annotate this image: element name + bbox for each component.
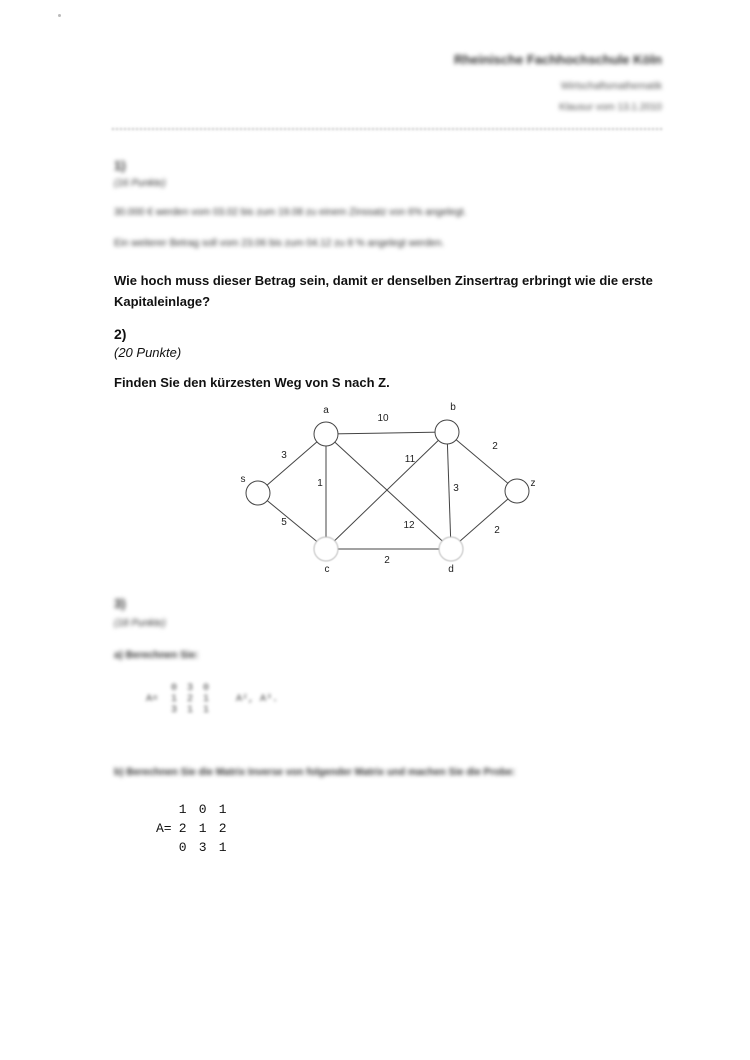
node-label-d: d	[448, 564, 454, 575]
edge-d-z	[451, 491, 517, 549]
task3-part-a: a) Berechnen Sie:	[114, 650, 199, 661]
task1-question: Wie hoch muss dieser Betrag sein, damit er denselben Zinsertrag erbringt wie die erste Kapitaleinlage?	[114, 273, 653, 309]
subject-name: Wirtschaftsmathematik	[560, 81, 662, 92]
matrix-b	[178, 800, 228, 857]
matrix-b-cell: 2	[218, 821, 227, 836]
edge-s-c	[258, 493, 326, 549]
edge-weight-b-d: 3	[453, 483, 459, 494]
edge-weight-c-d: 2	[384, 555, 390, 566]
matrix-b-row	[178, 838, 228, 857]
node-d	[439, 537, 463, 561]
task1-line2: Ein weiterer Betrag soll vom 23.06 bis zum 04.12 zu 8 % angelegt werden.	[114, 238, 445, 249]
edge-a-b	[326, 432, 447, 434]
edge-s-a	[258, 434, 326, 493]
exam-date: Klausur vom 13.1.2010	[559, 102, 662, 113]
edge-weight-b-z: 2	[492, 441, 498, 452]
task3-part-b: b) Berechnen Sie die Matrix Inverse von folgender Matrix und machen Sie die Probe:	[114, 767, 516, 778]
matrix-a-cell: 0	[171, 683, 178, 694]
task3-points: (18 Punkte)	[114, 618, 166, 629]
task2-question: Finden Sie den kürzesten Weg von S nach Z.	[114, 375, 390, 390]
node-label-z: z	[530, 478, 536, 489]
matrix-a-row	[170, 705, 210, 716]
node-label-c: c	[324, 564, 330, 575]
node-c	[314, 537, 338, 561]
matrix-a-cell: 3	[187, 683, 194, 694]
matrix-a-row	[170, 683, 210, 694]
node-label-b: b	[450, 402, 456, 413]
matrix-a-cell: 2	[187, 694, 194, 705]
node-label-a: a	[323, 405, 329, 416]
matrix-a-cell: 1	[203, 694, 210, 705]
edge-weight-a-b: 10	[377, 413, 389, 424]
task1-number: 1)	[114, 158, 126, 173]
edge-b-d	[447, 432, 451, 549]
node-s	[246, 481, 270, 505]
matrix-a-cell: 3	[171, 705, 178, 716]
task1-points: (16 Punkte)	[114, 178, 166, 189]
node-a	[314, 422, 338, 446]
matrix-a-cell: 1	[203, 705, 210, 716]
edge-weight-d-z: 2	[494, 525, 500, 536]
institution-name: Rheinische Fachhochschule Köln	[453, 52, 662, 67]
matrix-b-row	[178, 800, 228, 819]
matrix-b-label: A=	[156, 821, 172, 836]
task1-line1: 30.000 € werden vom 03.02 bis zum 19.08 zu einem Zinssatz von 6% angelegt.	[114, 207, 467, 218]
matrix-b-cell: 1	[218, 802, 227, 817]
edge-c-b	[326, 432, 447, 549]
matrix-b-row	[178, 819, 228, 838]
matrix-a-tasks: A², A³.	[236, 694, 279, 705]
node-b	[435, 420, 459, 444]
matrix-b-cell: 2	[178, 821, 187, 836]
matrix-a-cell: 0	[203, 683, 210, 694]
matrix-b-cell: 1	[178, 802, 187, 817]
matrix-a	[170, 683, 210, 716]
edge-weight-s-a: 3	[281, 450, 287, 461]
task2-points: (20 Punkte)	[114, 345, 182, 360]
matrix-a-cell: 1	[171, 694, 178, 705]
matrix-b-cell: 0	[198, 802, 207, 817]
matrix-b-cell: 3	[198, 840, 207, 855]
edge-weight-s-c: 5	[281, 517, 287, 528]
matrix-a-cell: 1	[187, 705, 194, 716]
matrix-a-label: A=	[146, 694, 159, 705]
edge-weight-c-b: 11	[404, 454, 416, 465]
task2-number: 2)	[114, 326, 127, 342]
matrix-a-row	[170, 694, 210, 705]
node-z	[505, 479, 529, 503]
matrix-b-cell: 1	[198, 821, 207, 836]
edge-a-d	[326, 434, 451, 549]
node-label-s: s	[240, 474, 246, 485]
matrix-b-block	[156, 800, 228, 857]
task3-number: 3)	[114, 596, 126, 611]
edge-weight-a-d: 12	[403, 520, 415, 531]
matrix-b-cell: 1	[218, 840, 227, 855]
edge-weight-a-c: 1	[317, 478, 323, 489]
matrix-b-cell: 0	[178, 840, 187, 855]
matrix-a-block	[146, 683, 278, 716]
